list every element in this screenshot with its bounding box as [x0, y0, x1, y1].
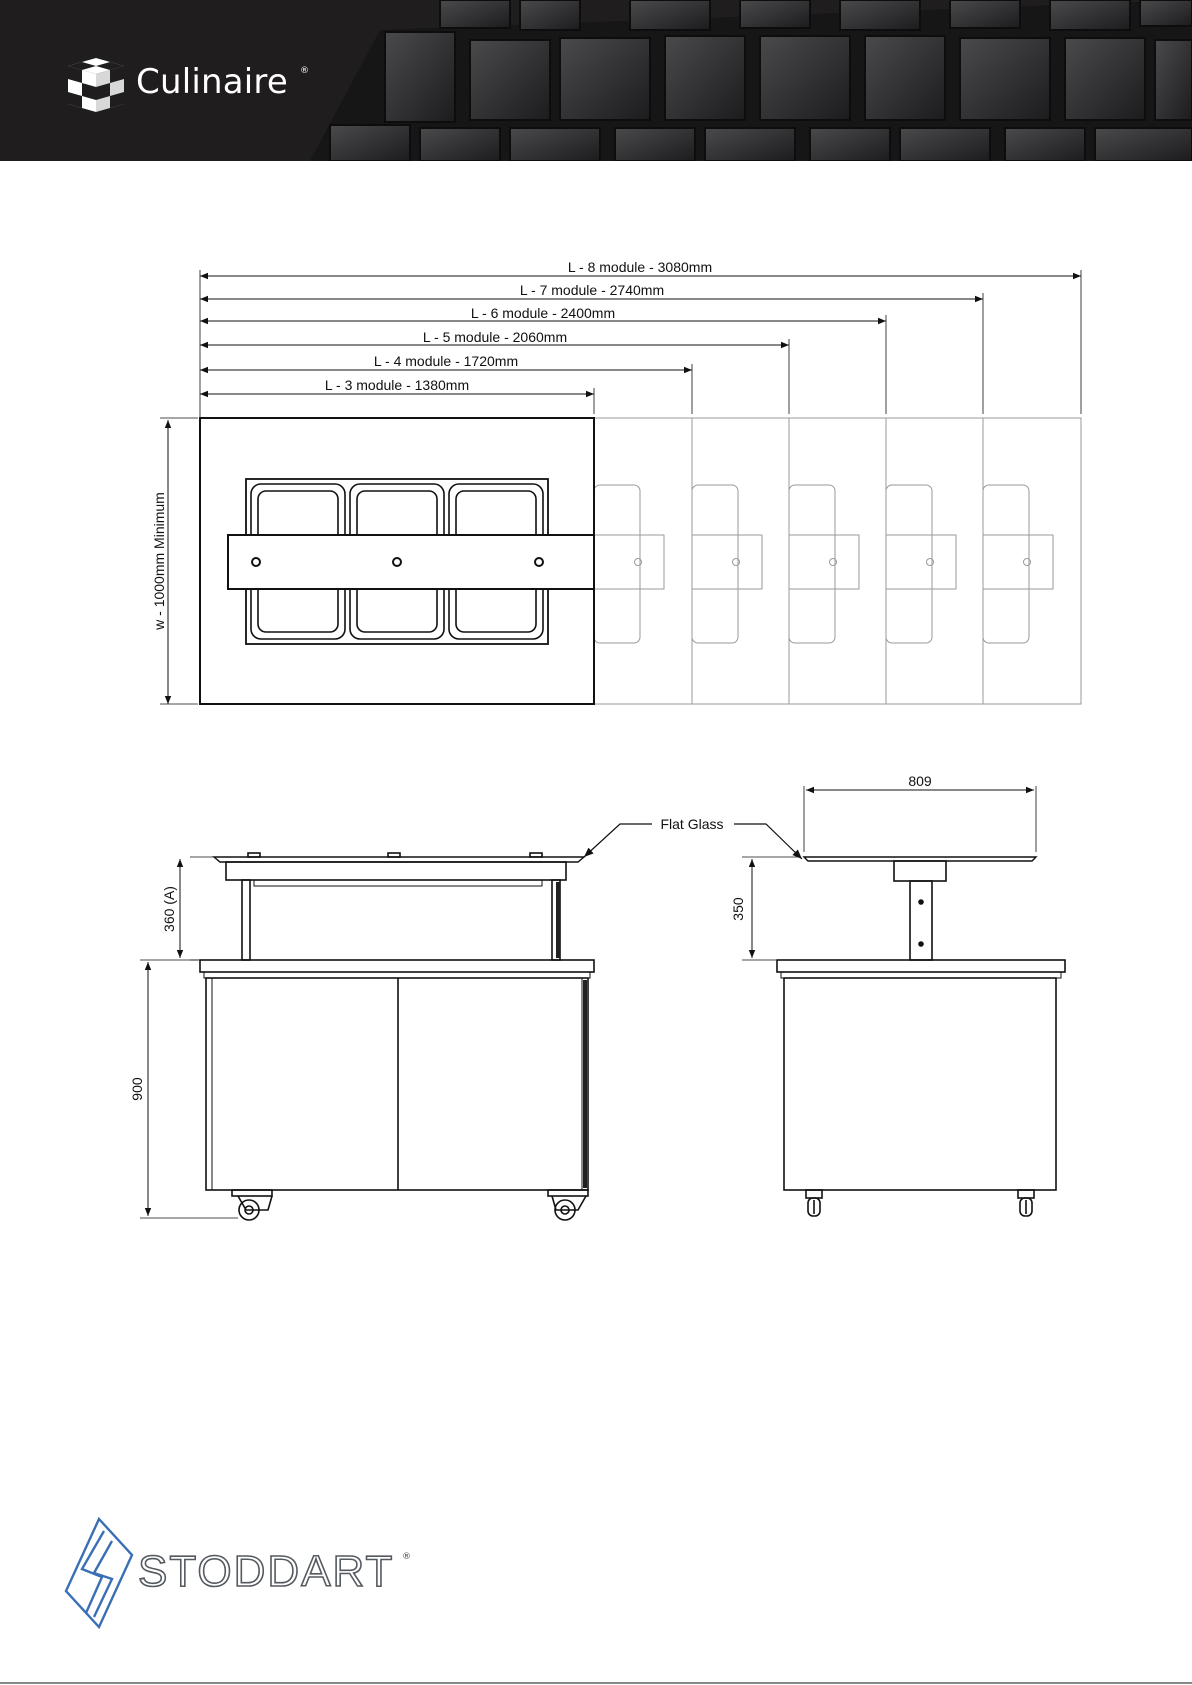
side-view-labels — [730, 773, 932, 921]
length-label-3-module: L - 3 module - 1380mm — [324, 377, 470, 393]
registered-mark: ® — [300, 66, 309, 76]
castor-left — [232, 1190, 272, 1220]
module-extensions — [594, 418, 1081, 704]
length-label-4-module: L - 4 module - 1720mm — [373, 353, 519, 369]
stoddart-brand-name: STODDART — [138, 1547, 395, 1596]
depth-label: 809 — [908, 773, 932, 789]
side-castor-right — [1018, 1190, 1034, 1216]
castor-right — [548, 1190, 588, 1220]
counter-height-label: 900 — [129, 1077, 145, 1101]
side-castor-left — [806, 1190, 822, 1216]
front-view — [140, 824, 802, 1220]
stoddart-logo-icon — [64, 1517, 134, 1629]
front-view-labels — [129, 816, 724, 1101]
stoddart-registered-mark: ® — [402, 1552, 411, 1562]
side-glass-height-label: 350 — [730, 897, 746, 921]
length-label-8-module: L - 8 module - 3080mm — [567, 259, 713, 275]
glass-height-label: 360 (A) — [161, 886, 177, 932]
flat-glass-label: Flat Glass — [660, 816, 724, 832]
length-label-6-module: L - 6 module - 2400mm — [470, 305, 616, 321]
width-label: w - 1000mm Minimum — [151, 492, 167, 630]
length-label-7-module: L - 7 module - 2740mm — [519, 282, 665, 298]
brand-name: Culinaire — [136, 62, 288, 102]
side-view — [742, 786, 1065, 1216]
length-label-5-module: L - 5 module - 2060mm — [422, 329, 568, 345]
extension-modules-repeat — [594, 485, 1053, 643]
top-view — [160, 270, 1081, 704]
gantry-bar — [228, 535, 594, 589]
